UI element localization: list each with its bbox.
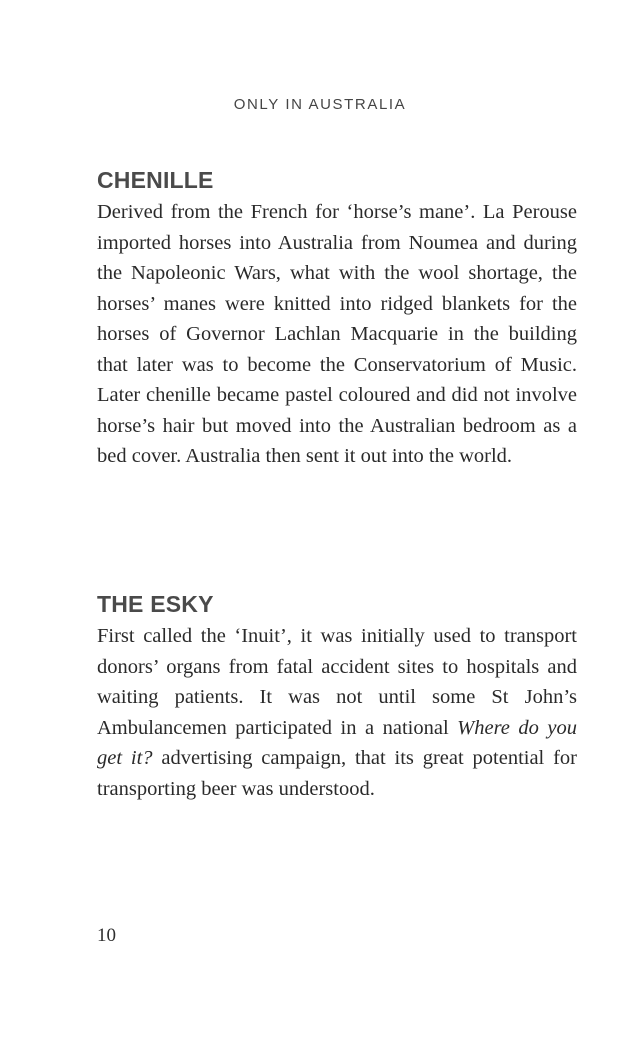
running-head: ONLY IN AUSTRALIA bbox=[233, 96, 407, 113]
entry-title: THE ESKY bbox=[97, 591, 214, 617]
entry-chenille bbox=[97, 166, 577, 472]
entry-title: CHENILLE bbox=[97, 167, 214, 193]
entry-esky bbox=[97, 590, 577, 804]
body-text-after: advertising campaign, that its great potential for transporting beer was understood. bbox=[97, 747, 577, 800]
page-number: 10 bbox=[97, 925, 116, 946]
body-text-before: First called the ‘Inuit’, it was initially used to transport donors’ organs from fatal accident sites to hospitals and waiting patients. It was not until some St John’s Ambulancemen participated in a national bbox=[97, 625, 577, 739]
entry-body bbox=[97, 621, 577, 804]
entry-body: Derived from the French for ‘horse’s mane’. La Perouse imported horses into Australia from Noumea and during the Napoleonic Wars, what with the wool shortage, the horses’ manes were knitted into ridged blankets for the horses of Governor Lachlan Macquarie in the building that later was to become the Conservatorium of Music. Later chenille became pastel coloured and did not involve horse’s hair but moved into the Australian bedroom as a bed cover. Australia then sent it out into the world. bbox=[97, 201, 577, 467]
campaign-slogan: Where do you get it? bbox=[97, 716, 578, 769]
